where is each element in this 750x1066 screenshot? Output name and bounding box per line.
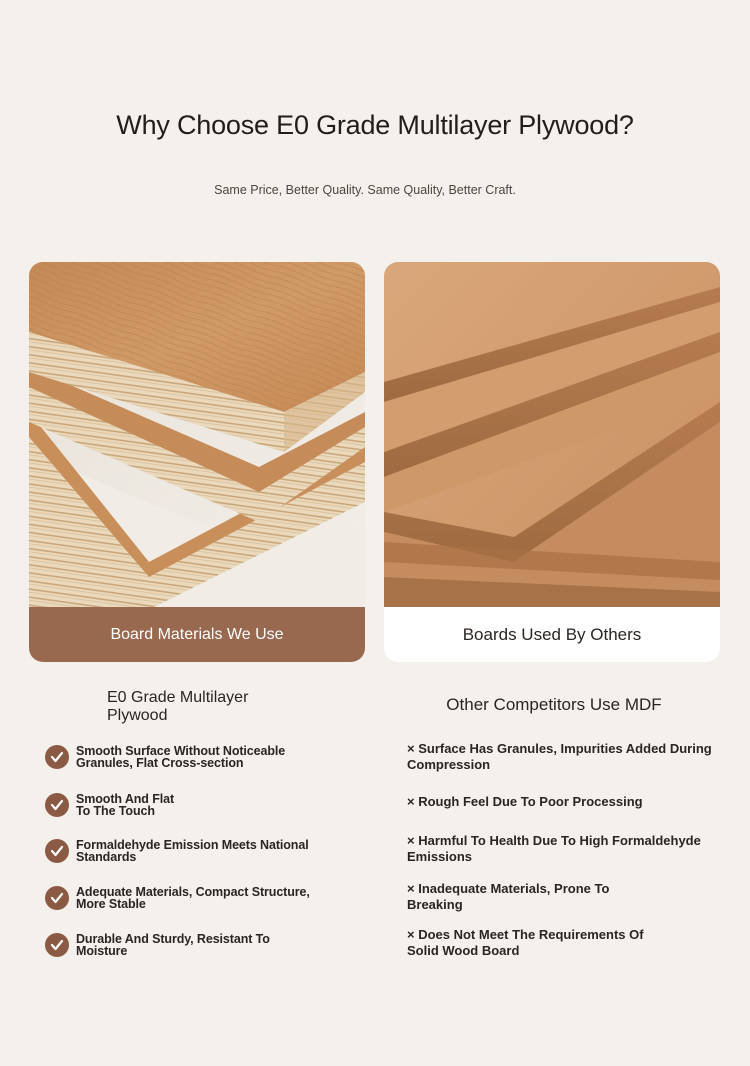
mdf-card xyxy=(384,262,720,662)
feature-item xyxy=(45,885,345,911)
plywood-photo xyxy=(29,262,365,607)
feature-item xyxy=(45,838,345,864)
page-title: Why Choose E0 Grade Multilayer Plywood? xyxy=(116,110,634,140)
feature-text: Durable And Sturdy, Resistant To Moisture xyxy=(76,932,270,958)
feature-text: Smooth Surface Without Noticeable Granules, Flat Cross-section xyxy=(76,744,286,770)
plywood-caption: Board Materials We Use xyxy=(110,625,284,643)
mdf-photo xyxy=(384,262,720,607)
plywood-card xyxy=(29,262,365,662)
check-circle-icon xyxy=(45,745,69,769)
drawback-item: × Rough Feel Due To Poor Processing xyxy=(407,794,643,809)
drawback-item: × Surface Has Granules, Impurities Added During Compression xyxy=(407,741,712,772)
check-circle-icon xyxy=(45,886,69,910)
feature-text: Formaldehyde Emission Meets National Standards xyxy=(76,838,309,864)
mdf-heading: Other Competitors Use MDF xyxy=(446,695,662,714)
check-circle-icon xyxy=(45,933,69,957)
mdf-caption: Boards Used By Others xyxy=(462,624,642,644)
drawback-item: × Does Not Meet The Requirements Of Solid Wood Board xyxy=(407,927,644,958)
feature-item xyxy=(45,744,345,770)
feature-item xyxy=(45,792,345,818)
drawback-item: × Inadequate Materials, Prone To Breaking xyxy=(407,881,610,912)
check-circle-icon xyxy=(45,793,69,817)
page-subtitle: Same Price, Better Quality. Same Quality, Better Craft. xyxy=(214,183,516,197)
feature-text: Adequate Materials, Compact Structure, More Stable xyxy=(76,885,310,911)
check-circle-icon xyxy=(45,839,69,863)
plywood-heading: E0 Grade Multilayer Plywood xyxy=(107,689,249,724)
feature-text: Smooth And Flat To The Touch xyxy=(76,792,175,818)
feature-item xyxy=(45,932,345,958)
drawback-item: × Harmful To Health Due To High Formaldehyde Emissions xyxy=(407,833,701,864)
